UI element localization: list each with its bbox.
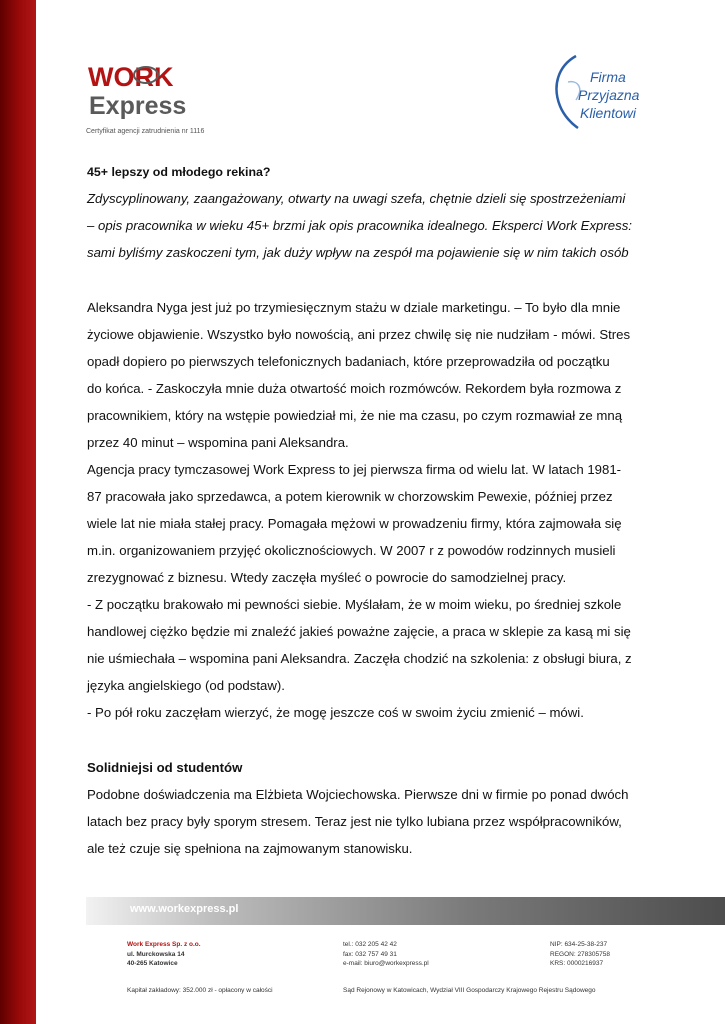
body-line: opadł dopiero po pierwszych telefonicznych badaniach, które przeprowadziła od początku — [87, 354, 610, 369]
nip: NIP: 634-25-38-237 — [550, 941, 608, 948]
body-line: handlowej ciężko będzie mi znaleźć jakieś poważne zajęcie, a praca w sklepie za kasą mi się — [87, 624, 631, 639]
article-lead — [87, 185, 647, 266]
body-line: latach bez pracy były sporym stresem. Teraz jest nie tylko lubiana przez współpracowników, — [87, 814, 622, 829]
article-body — [87, 294, 647, 726]
email[interactable]: e-mail: biuro@workexpress.pl — [343, 960, 429, 967]
body-line: m.in. organizowaniem przyjęć okolicznościowych. W 2007 r z powodów rodzinnych musieli — [87, 543, 616, 558]
company-street: ul. Murckowska 14 — [127, 950, 185, 958]
body-line: do końca. - Zaskoczyła mnie duża otwartość moich rozmówców. Rekordem była rozmowa z — [87, 381, 622, 396]
body-line: ale też czuje się spełniona na zajmowanym stanowisku. — [87, 841, 413, 856]
body-line: 87 pracowała jako sprzedawca, a potem kierownik w chorzowskim Pewexie, później przez — [87, 489, 613, 504]
footer-registry — [550, 940, 610, 969]
lead-line: sami byliśmy zaskoczeni tym, jak duży wpływ na zespół ma pojawienie się w nim takich osób — [87, 245, 629, 260]
section-subheading: Solidniejsi od studentów — [87, 760, 243, 775]
work-express-logo — [86, 60, 216, 122]
badge-line-2: Przyjazna — [578, 87, 640, 103]
court-registry: Sąd Rejonowy w Katowicach, Wydział VIII Gospodarczy Krajowego Rejestru Sądowego — [343, 987, 596, 994]
left-decorative-band — [0, 0, 36, 1024]
footer-address — [127, 940, 201, 969]
regon: REGON: 278305758 — [550, 950, 610, 958]
firma-przyjazna-klientowi-badge — [548, 52, 648, 132]
lead-line: Zdyscyplinowany, zaangażowany, otwarty na uwagi szefa, chętnie dzieli się spostrzeżeniami — [87, 191, 626, 206]
fax: fax: 032 757 49 31 — [343, 950, 397, 958]
body-line: pracownikiem, który na wstępie powiedział mi, że nie ma czasu, po czym rozmawiał ze mną — [87, 408, 623, 423]
logo-word-bottom: Express — [89, 92, 187, 120]
article-body-2 — [87, 781, 647, 862]
body-line: - Po pół roku zaczęłam wierzyć, że mogę jeszcze coś w swoim życiu zmienić – mówi. — [87, 705, 584, 720]
certificate-note: Certyfikat agencji zatrudnienia nr 1116 — [86, 128, 205, 135]
body-line: wiele lat nie miała stałej pracy. Pomagała mężowi w prowadzeniu firmy, która zajmowała się — [87, 516, 622, 531]
body-line: życiowe objawienie. Wszystko było nowością, ani przez chwilę się nie nudziłam - mówi. Stres — [87, 327, 631, 342]
krs: KRS: 0000216937 — [550, 960, 604, 967]
body-line: Agencja pracy tymczasowej Work Express to jej pierwsza firma od wielu lat. W latach 1981- — [87, 462, 622, 477]
badge-line-3: Klientowi — [580, 105, 637, 121]
company-city: 40-265 Katowice — [127, 960, 178, 967]
body-line: Podobne doświadczenia ma Elżbieta Wojciechowska. Pierwsze dni w firmie po ponad dwóch — [87, 787, 629, 802]
article-title: 45+ lepszy od młodego rekina? — [87, 165, 271, 179]
body-line: przez 40 minut – wspomina pani Aleksandra. — [87, 435, 349, 450]
share-capital: Kapitał zakładowy: 352.000 zł - opłacony w całości — [127, 987, 273, 994]
logo-word-top: WORK — [88, 62, 174, 92]
lead-line: – opis pracownika w wieku 45+ brzmi jak opis pracownika idealnego. Eksperci Work Express: — [87, 218, 632, 233]
phone: tel.: 032 205 42 42 — [343, 941, 397, 948]
article — [87, 160, 647, 862]
body-line: Aleksandra Nyga jest już po trzymiesięcznym stażu w dziale marketingu. – To było dla mnie — [87, 300, 621, 315]
company-name: Work Express Sp. z o.o. — [127, 941, 201, 948]
footer-contact — [343, 940, 429, 969]
website-link[interactable]: www.workexpress.pl — [130, 903, 239, 915]
body-line: języka angielskiego (od podstaw). — [87, 678, 285, 693]
body-line: nie uśmiechała – wspomina pani Aleksandra. Zaczęła chodzić na szkolenia: z obsługi biura, z — [87, 651, 632, 666]
badge-line-1: Firma — [590, 69, 626, 85]
body-line: zrezygnować z biznesu. Wtedy zaczęła myśleć o powrocie do samodzielnej pracy. — [87, 570, 567, 585]
body-line: - Z początku brakowało mi pewności siebie. Myślałam, że w moim wieku, po średniej szkole — [87, 597, 622, 612]
